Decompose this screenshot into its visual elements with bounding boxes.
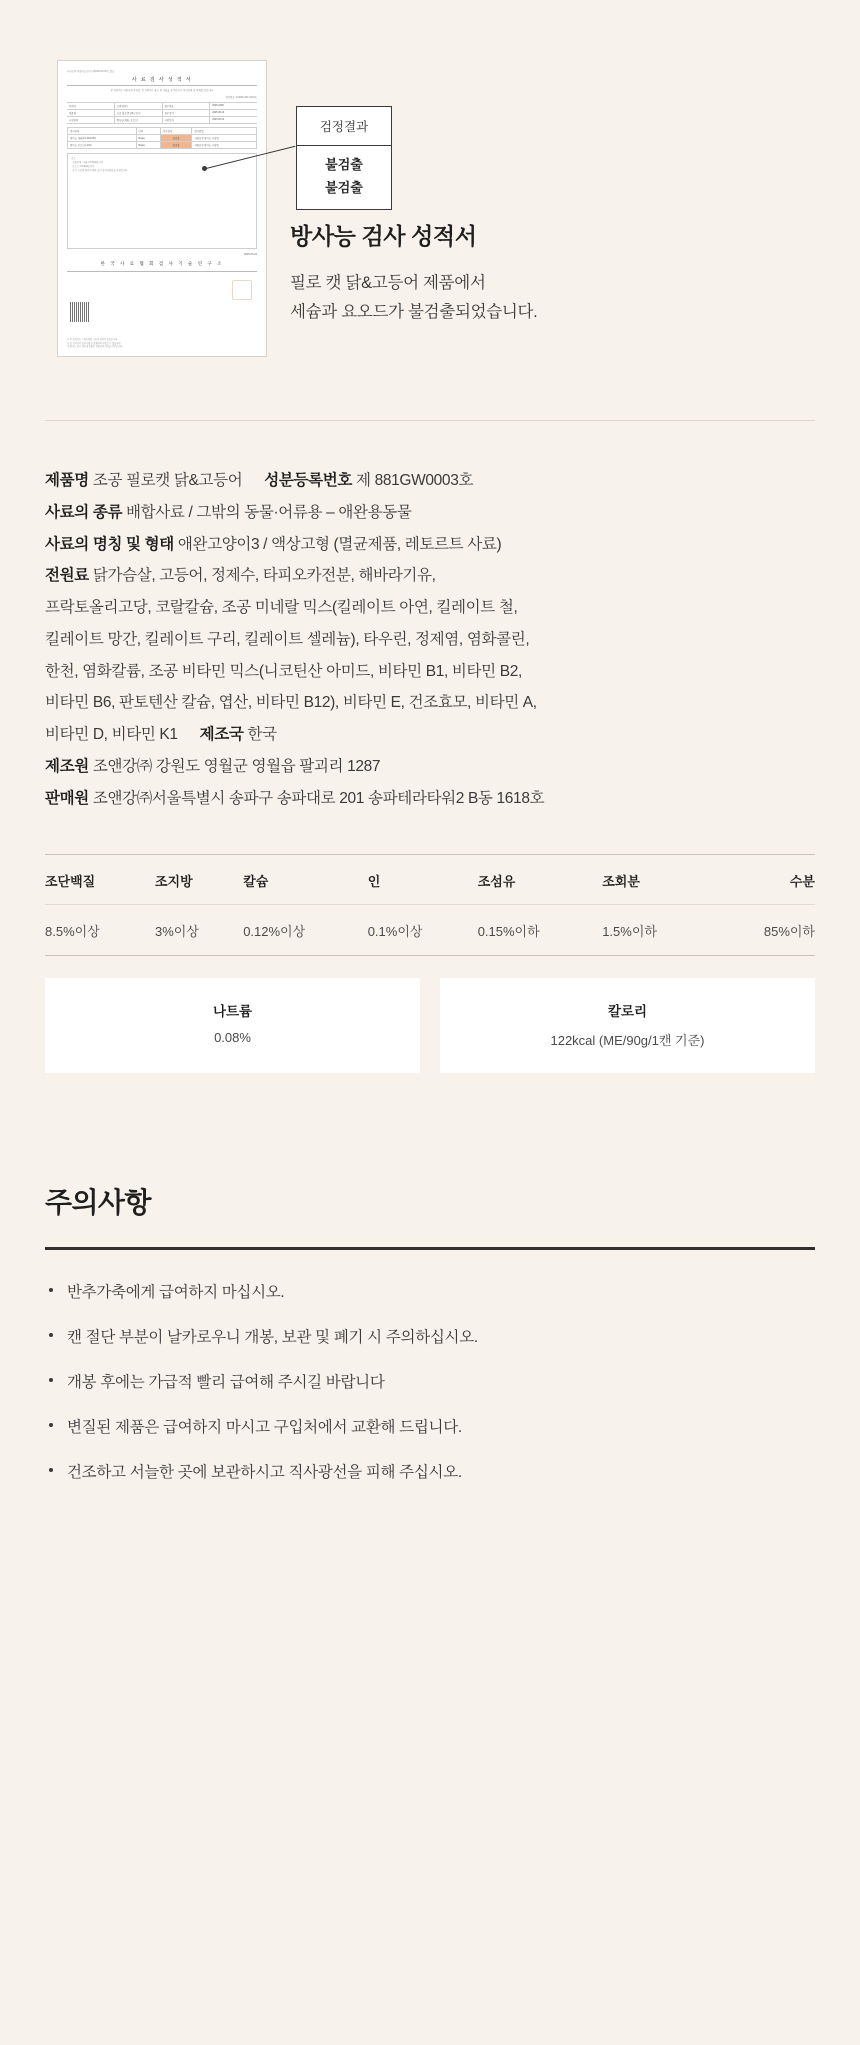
table-cell-result: 불검출 (160, 142, 191, 149)
remark-line: · 상기 시료에 대하여 위와 같이 검사하였음을 증명합니다. (71, 170, 128, 173)
table-cell: 방사능 요오드(I-131) (68, 142, 137, 149)
meta-cell: 의뢰자 (67, 103, 115, 109)
spec-label: 사료의 종류 (45, 503, 123, 521)
table-row (68, 135, 257, 142)
table-header-cell: 검사결과 (160, 128, 191, 135)
table-cell: 3%이상 (154, 924, 199, 940)
spec-row (45, 624, 815, 656)
certificate-result-table (67, 127, 257, 149)
spec-row (45, 497, 815, 529)
spec-label: 전원료 (45, 567, 89, 585)
certificate-date: 2025.06.24 (244, 253, 257, 256)
table-cell-result: 불검출 (160, 135, 191, 142)
spec-value: 배합사료 / 그밖의 동물·어류용 – 애완용동물 (126, 503, 412, 521)
spec-value: 한천, 염화칼륨, 조공 비타민 믹스(니코틴산 아미드, 비타민 B1, 비타민 B2, (45, 662, 522, 680)
column-header: 칼슘 (243, 855, 368, 905)
table-header-row (45, 855, 815, 905)
bottom-spacer (0, 1505, 860, 1585)
table-cell: 0.1%이상 (367, 924, 423, 940)
spec-label: 제품명 (45, 472, 89, 489)
remark-line: 비고 (71, 158, 76, 160)
column-header: 조지방 (155, 855, 243, 905)
meta-cell: 방사능(세슘, 요오드) (115, 117, 163, 123)
caution-list (45, 1280, 815, 1482)
remark-line: · 요오드 0.5 Bq/kg 이하 (71, 166, 95, 169)
spec-row (45, 783, 815, 815)
spec-label: 제조원 (45, 757, 89, 775)
stamp-icon (232, 280, 252, 300)
callout-values (297, 146, 391, 209)
caution-section (45, 1181, 815, 1482)
table-cell: 0.12%이상 (243, 924, 306, 940)
spec-value: 킬레이트 망간, 킬레이트 구리, 킬레이트 셀레늄), 타우린, 정제염, 염화콜린, (45, 630, 530, 648)
nutrition-cards (45, 978, 815, 1073)
spec-row (45, 656, 815, 688)
spec-label: 판매원 (45, 789, 89, 807)
spec-row (45, 465, 815, 497)
table-header-cell: 검사항목 (68, 128, 137, 135)
spec-value: 비타민 D, 비타민 K1 (45, 726, 178, 744)
certificate-header-note: 시험성적서(방사능검사) 제0000-00-00호 발급 (67, 70, 115, 73)
callout-value: 불검출 (325, 179, 363, 195)
spec-value: 조공 필로캣 닭&고등어 (92, 472, 243, 489)
certificate-section (0, 0, 860, 420)
meta-cell: 2025.06.24 (212, 118, 225, 121)
footer-line: ※ 본 성적서는 시험의뢰된 시료에 한하여 유효합니다. (67, 338, 118, 341)
table-header-cell: 검사방법 (192, 128, 257, 135)
certificate-remark-lines (71, 157, 253, 174)
table-row (68, 142, 257, 149)
meta-cell: 접수일자 (163, 110, 211, 116)
table-cell: 8.5%이상 (45, 924, 100, 940)
table-cell: 1.5%이하 (602, 924, 657, 940)
certificate-doc-title: 사 료 검 사 성 적 서 (67, 76, 257, 86)
page-title: 방사능 검사 성적서 (290, 223, 477, 249)
spec-value: 조앤강㈜서울특별시 송파구 송파대로 201 송파테라타워2 B동 1618호 (92, 789, 545, 807)
table-row (45, 905, 815, 956)
caution-heading: 주의사항 (45, 1187, 151, 1219)
spec-row (45, 751, 815, 783)
certificate-organization: 한 국 사 료 협 회 검 사 기 술 연 구 소 (67, 261, 257, 272)
list-item: 캔 절단 부분이 날카로우니 개봉, 보관 및 폐기 시 주의하십시오. (45, 1325, 815, 1347)
column-header: 수분 (712, 855, 815, 905)
certificate-issue-number: 검정번호 제 2025-A01-0722호 (225, 96, 257, 99)
calorie-card (440, 978, 815, 1073)
nutrient-table (45, 854, 815, 956)
spec-label: 성분등록번호 (264, 472, 353, 489)
caution-rule (45, 1247, 815, 1250)
table-cell: 식품공전 방사능 시험법 (192, 135, 257, 142)
certificate-remark-block (67, 153, 257, 249)
column-header: 인 (368, 855, 478, 905)
callout-title: 검정결과 (297, 107, 391, 146)
certificate-meta-row (67, 102, 257, 109)
callout-box (296, 106, 392, 210)
table-cell: Bq/kg (136, 135, 160, 142)
column-header: 조단백질 (45, 855, 155, 905)
footer-line: ※ 본 성적서의 일부 내용을 발췌하여 사용할 수 없습니다. (67, 342, 122, 345)
list-item: 건조하고 서늘한 곳에 보관하시고 직사광선을 피해 주십시오. (45, 1460, 815, 1482)
certificate-footer (67, 339, 257, 350)
spec-value: 제 881GW0003호 (356, 472, 474, 489)
card-title: 칼로리 (607, 1004, 648, 1020)
card-value: 122kcal (ME/90g/1캔 기준) (550, 1033, 705, 1049)
meta-cell: 시험일자 (163, 117, 211, 123)
spec-value: 닭가슴살, 고등어, 정제수, 타피오카전분, 해바라기유, (92, 567, 436, 585)
list-item: 개봉 후에는 가급적 빨리 급여해 주시길 바랍니다 (45, 1370, 815, 1392)
spec-value: 프락토올리고당, 코랄칼슘, 조공 미네랄 믹스(킬레이트 아연, 킬레이트 철, (45, 599, 518, 617)
spec-value: 조앤강㈜ 강원도 영월군 영월읍 팔괴리 1287 (92, 757, 381, 775)
column-header: 조회분 (602, 855, 712, 905)
list-item: 변질된 제품은 급여하지 마시고 구입처에서 교환해 드립니다. (45, 1415, 815, 1437)
spec-value: 비타민 B6, 판토텐산 칼슘, 엽산, 비타민 B12), 비타민 E, 건조효모, 비타민 A, (45, 694, 537, 712)
spec-label: 제조국 (199, 726, 244, 744)
certificate-caption (290, 218, 810, 327)
meta-cell: 시험항목 (67, 117, 115, 123)
spec-row (45, 719, 815, 751)
qr-code-icon (70, 302, 90, 322)
table-header-cell: 단위 (136, 128, 160, 135)
spec-value: 한국 (247, 726, 277, 744)
meta-cell: 제품명 (67, 110, 115, 116)
meta-cell: 조앤강(주) (115, 103, 163, 109)
meta-cell: 2025-0438 (212, 104, 224, 107)
certificate-meta-row (67, 109, 257, 116)
table-cell: 0.15%이하 (477, 924, 540, 940)
remark-line: · 검출한계 : 세슘 0.5 Bq/kg 이하 (71, 162, 104, 165)
spec-row (45, 529, 815, 561)
spec-row (45, 687, 815, 719)
table-header-row (68, 128, 257, 135)
table-cell: Bq/kg (136, 142, 160, 149)
nutrient-table-element (45, 855, 815, 955)
spec-row (45, 560, 815, 592)
spec-label: 사료의 명칭 및 형태 (45, 535, 174, 553)
spec-row (45, 592, 815, 624)
meta-cell: 조공 필로캣 닭&고등어 (115, 110, 163, 116)
meta-cell: 2025.06.20 (212, 111, 225, 114)
caption-line-1: 필로 캣 닭&고등어 제품에서 (290, 274, 486, 292)
caption-line-2: 세슘과 요오드가 불검출되었습니다. (290, 302, 538, 321)
certificate-meta-row (67, 116, 257, 124)
certificate-document-image (57, 60, 267, 357)
list-item: 반추가축에게 급여하지 마십시오. (45, 1280, 815, 1302)
footer-line: ※ 방사능 검사 결과 불검출은 검출한계 미만을 의미합니다. (67, 346, 123, 349)
product-specs (0, 421, 860, 814)
certificate-doc-subtitle: 본 성적서는 의뢰시료에 한함, 본 성적서는 용도 외 사용을 금지합니다. 무단전재 및 복제를 금합니다. (110, 89, 214, 92)
table-cell: 방사능 세슘(Cs-134/137) (68, 135, 137, 142)
table-cell: 식품공전 방사능 시험법 (192, 142, 257, 149)
card-title: 나트륨 (212, 1004, 253, 1020)
meta-cell: 접수번호 (163, 103, 211, 109)
card-value: 0.08% (214, 1030, 251, 1046)
table-cell: 85%이하 (763, 924, 815, 940)
column-header: 조섬유 (478, 855, 603, 905)
sodium-card (45, 978, 420, 1073)
spec-value: 애완고양이3 / 액상고형 (멸균제품, 레토르트 사료) (177, 535, 502, 553)
callout-value: 불검출 (325, 157, 363, 172)
